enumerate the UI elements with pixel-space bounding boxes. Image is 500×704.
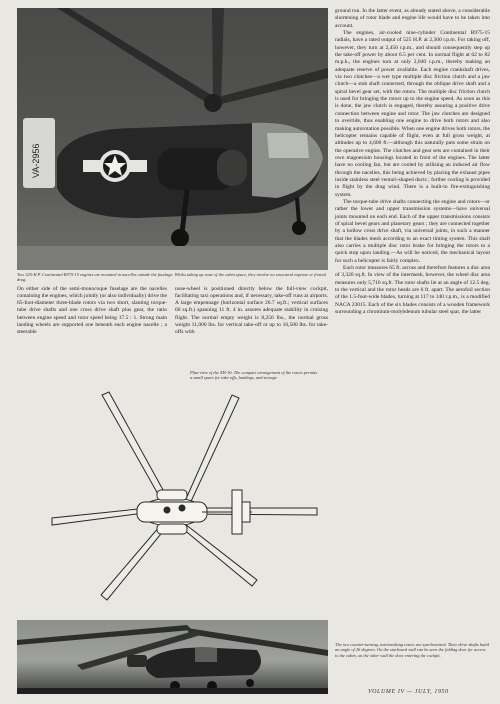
right-text-column bbox=[335, 8, 490, 316]
page-footer: VOLUME IV — JULY, 1950 bbox=[368, 689, 449, 695]
ground-photo-illustration bbox=[17, 620, 328, 694]
top-photo-caption: Two 525-H.P. Continental R975-15 engines are mounted in nacelles outside the fuselage. Whilst taking up none of the cabin space, they involve no structural expense or frontal drag. bbox=[17, 272, 326, 283]
nacelle-illustration bbox=[17, 8, 328, 270]
middle-text-column bbox=[175, 286, 328, 336]
right-paragraph-4: Each rotor measures 65 ft. across and therefore features a disc area of 3,320 sq.ft. In view of the intermesh, however, the wheel disc area measures only 5,710 sq.ft. The rotor shafts lie at an angle of 12.5 deg. to the vertical and the rotor heads are 6 ft. apart. The aerofoil section of the 1.5-foot-wide blades, turning at 117 to 140 r.p.m., is a modified NACA 23015. Each of the six blades consists of a wooden framework surrounding a chromium-molybdenum tubular steel spar, the latter bbox=[335, 265, 490, 316]
aircraft-marking: VA-2956 bbox=[31, 143, 41, 178]
left-text-column bbox=[17, 286, 167, 336]
helicopter-nacelle-photo bbox=[17, 8, 328, 270]
plan-view-caption: Plan-view of the XH-16. The compact arrangement of the rotors permits a small space for take-offs, landings, and storage. bbox=[190, 370, 318, 381]
right-paragraph-2: The engines, air-cooled nine-cylinder Continental R975-15 radials, have a rated output of 525 H.P. at 2,300 r.p.m. For taking off, however, they turn at 2,450 r.p.m., and should consequently step up the take-off power by about 6.5 per cent. In normal flight at 62 to 82 m.p.h., the engines turn at only 2,040 r.p.m., thereby making an adequate reserve of power available. Each engine crankshaft drives, via two clutches—a wet type multiple disc friction clutch and a jaw clutch—a stub shaft connected, through the oblique drive shaft and a spiral bevel gear set, with the rotors. The multiple disc friction clutch is used for bringing the rotors up to the engine speed. As soon as this is done, the jaw clutch is engaged, thereby assuring a positive drive connection between engine and rotor. The jaw clutches are designed to override, thus enabling one engine to drive both rotors and also making autorotation possible. When one engine drives both rotors, the helicopter remains capable of flight, even at full gross weight, at altitudes up to 4,600 ft.—although this naturally puts some strain on the operative engine. The clutches and gear sets are contained in their own magnesium housings located in front of the engines. The latter have no cooling fan, but are cooled by utilising an induced air flow through the nacelles, this being achieved by placing the exhaust pipes inside stainless steel venturi-shaped ducts ; further cooling is provided in flight by the drag wind. There is a built-in fire-extinguishing system. bbox=[335, 30, 490, 198]
left-paragraph: On either side of the semi-monocoque fuselage are the nacelles containing the engines, which jointly (or also individually) drive the 65-foot-diameter three-blade rotors via two short, slanting torque-tube drive shafts and one cross drive shaft plus gear, the ratio between engine speed and rotor speed being 17.5 : 1. Strong main landing wheels are supported one beneath each engine nacelle ; a steerable bbox=[17, 286, 167, 335]
bottom-photo-caption: The two counter-turning, intermeshing rotors are synchronised. Their drive shafts build an angle of 26 degrees. On the starboard wall can be seen the folding door for access to the cabin, on the other wall the door entering the cockpit. bbox=[335, 642, 489, 658]
right-paragraph-3: The torque-tube drive shafts connecting the engine and rotors—or rather the lower and upper transmission systems—have universal joints mounted on each end. Each of the upper transmissions consists of spiral bevel gears and planetary gears ; they are connected together by a hollow cross drive shaft, via universal joints, in such a manner that the blades mesh according to an exact timing system. This shaft also carries a multiple disc rotor brake for bringing the rotors to a quick stop upon landing.—As will be noticed, the mechanical layout for such a helicopter is fairly complex. bbox=[335, 198, 490, 264]
middle-paragraph: nose-wheel is positioned directly below the full-view cockpit, facilitating taxi operations and, if necessary, take-off runs at airports. A large empennage (horizontal surface 26.7 sq.ft.; vertical surfaces 60 sq.ft.) spanning 11 ft. 4 in. assures adequate stability in cruising flight. The normal empty weight is 8,256 lbs., the normal gross weight 11,000 lbs. for vertical take-off or up to 16,500 lbs. for take-offs with bbox=[175, 286, 328, 335]
right-paragraph-1: ground run. In the latter event, as already stated above, a considerable shortening of rotor blade and engine life would have to be taken into account. bbox=[335, 8, 490, 29]
helicopter-ground-photo bbox=[17, 620, 328, 694]
plan-view-diagram bbox=[17, 390, 328, 620]
